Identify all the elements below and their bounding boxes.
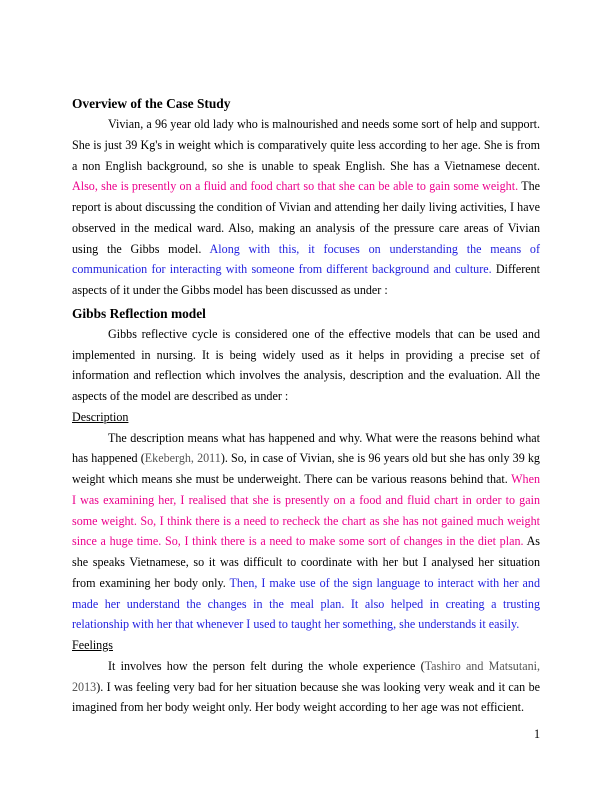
overview-text-1: Vivian, a 96 year old lady who is malnourished and needs some sort of help and support. She is just 39 Kg's in weight which is comparatively quite less according to her age. She is from a non English background, so she is unable to speak English. She has a Vietnamese decent. [72, 117, 540, 173]
description-highlight-blue: Then, I make use of the sign language to interact with her and made her understand the changes in the meal plan. It also helped in creating a trusting relationship with her that whenever I used to taught her something, she understands it easily. [72, 575, 540, 632]
paragraph-feelings [72, 656, 540, 718]
overview-highlight-pink: Also, she is presently on a fluid and food chart so that she can be able to gain some weight. [72, 179, 519, 194]
paragraph-description [72, 428, 540, 636]
heading-gibbs: Gibbs Reflection model [72, 305, 206, 321]
subheading-feelings: Feelings [72, 638, 113, 652]
document-page [72, 94, 540, 718]
overview-text-3: Different aspects of it under the Gibbs model has been discussed as under : [72, 262, 540, 297]
description-text-1: The description means what has happened and why. What were the reasons behind what has happened ( [72, 430, 540, 466]
page-number: 1 [533, 727, 540, 741]
paragraph-overview [72, 114, 540, 301]
description-text-2: ). So, in case of Vivian, she is 96 years old but she has only 39 kg weight which means she must be underweight. There can be various reasons behind that. [72, 451, 540, 486]
overview-text-2: The report is about discussing the condition of Vivian and attending her daily living activities, I have observed in the medical ward. Also, making an analysis of the pressure care areas of Vivian using the Gibbs model. [72, 179, 540, 256]
feelings-text-1: It involves how the person felt during the whole experience ( [108, 658, 425, 673]
paragraph-gibbs: Gibbs reflective cycle is considered one of the effective models that can be used and implemented in nursing. It is being widely used as it helps in providing a precise set of information and reflection which involves the analysis, description and the evaluation. All the aspects of the model are described as under : [72, 326, 540, 403]
overview-highlight-blue: Along with this, it focuses on understanding the means of communication for interacting with someone from different background and culture. [72, 241, 541, 277]
heading-overview: Overview of the Case Study [72, 96, 231, 111]
description-highlight-pink: When I was examining her, I realised that she is presently on a food and fluid chart in order to gain some weight. So, I think there is a need to recheck the chart as she has not gained much weight since a huge time. So, I think there is a need to make some sort of changes in the diet plan. [72, 472, 540, 549]
feelings-text-2: ). I was feeling very bad for her situation because she was looking very weak and it can be imagined from her body weight only. Her body weight according to her age was not efficient. [72, 679, 540, 715]
description-citation: Ekebergh, 2011 [144, 451, 221, 466]
subheading-description: Description [72, 409, 129, 424]
description-text-3: As she speaks Vietnamese, so it was difficult to coordinate with her but I analysed her situation from examining her body only. [72, 534, 541, 590]
feelings-citation: Tashiro and Matsutani, 2013 [72, 658, 540, 694]
